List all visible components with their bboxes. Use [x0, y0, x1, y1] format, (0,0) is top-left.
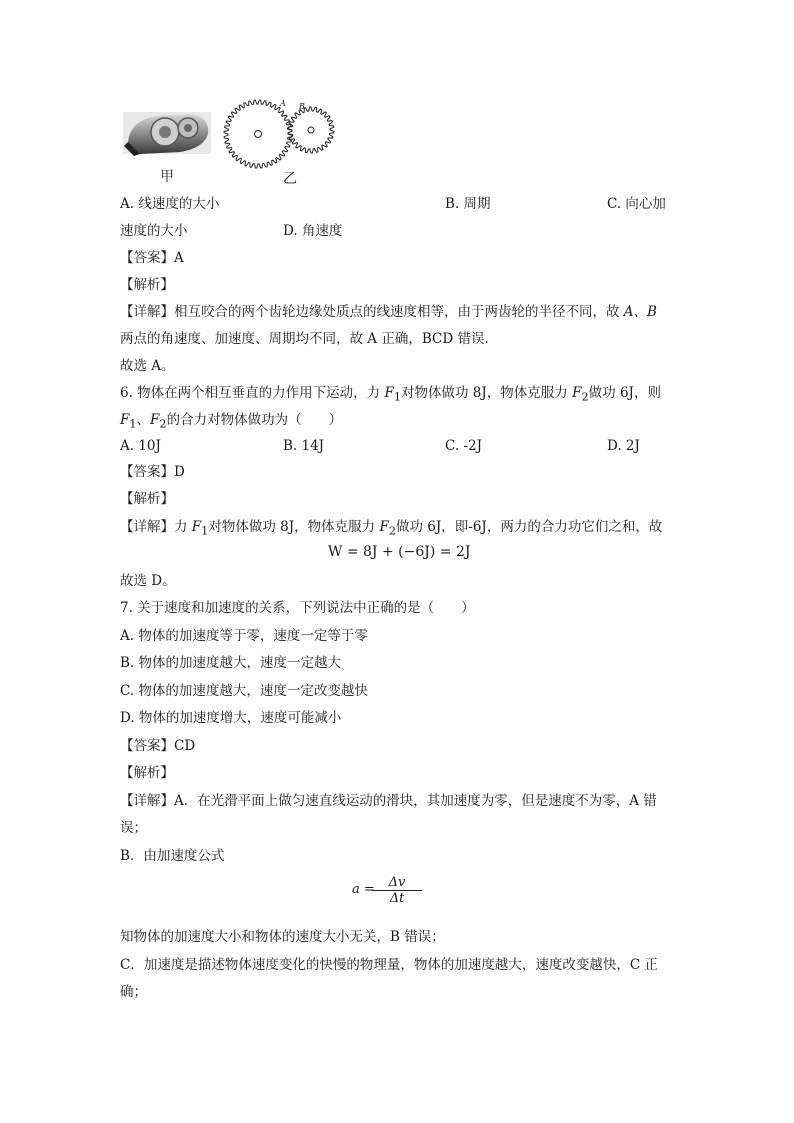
- gears-diagram: [222, 96, 340, 170]
- q5-option-d: D. 角速度: [283, 223, 343, 239]
- q7-option-c: C. 物体的加速度越大，速度一定改变越快: [120, 683, 368, 699]
- q7-detail-c-line-1: C．加速度是描述物体速度变化的快慢的物理量，物体的加速度越大，速度改变越快，C 正: [120, 957, 658, 973]
- q7-option-d: D. 物体的加速度增大，速度可能减小: [120, 710, 342, 726]
- q7-stem: 7. 关于速度和加速度的关系，下列说法中正确的是（ ）: [120, 600, 475, 616]
- q6-stem-line-1: 6. 物体在两个相互垂直的力作用下运动，力 $F_1$对物体做功 8J，物体克服力 $F_2$做功 6J，则: [120, 385, 661, 404]
- caption-jia: 甲: [160, 169, 174, 185]
- q5-detail-line-1: 【详解】相互咬合的两个齿轮边缘处质点的线速度相等，由于两齿轮的半径不同，故 A、B: [120, 304, 657, 320]
- q7-detail-c-line-2: 确；: [120, 984, 147, 1000]
- q6-conclusion: 故选 D。: [120, 573, 176, 589]
- q7-formula-fraction: [372, 875, 422, 906]
- q5-answer: 【答案】A: [120, 250, 184, 266]
- q7-answer: 【答案】CD: [120, 738, 196, 754]
- q5-conclusion: 故选 A。: [120, 358, 175, 374]
- q5-option-c-continued: 速度的大小: [120, 223, 188, 239]
- q5-option-a: A. 线速度的大小: [120, 196, 220, 212]
- q7-detail-a-line-1: 【详解】A．在光滑平面上做匀速直线运动的滑块，其加速度为零，但是速度不为零，A 错: [120, 793, 657, 809]
- q6-option-c: C. -2J: [445, 438, 482, 454]
- q6-formula: W = 8J + (−6J) = 2J: [328, 544, 471, 560]
- q6-option-a: A. 10J: [120, 438, 161, 454]
- q5-option-c: C. 向心加: [607, 196, 666, 212]
- q7-detail-a-line-2: 误；: [120, 820, 147, 836]
- q7-formula-denominator: Δt: [389, 891, 405, 906]
- q5-points-ab: A、B: [623, 304, 657, 320]
- caption-yi: 乙: [283, 171, 297, 187]
- q7-detail-b-line-1: B．由加速度公式: [120, 848, 225, 864]
- large-gear: [224, 100, 292, 168]
- q7-formula-numerator: Δv: [372, 875, 422, 891]
- q6-option-b: B. 14J: [283, 438, 325, 454]
- point-b-label: B: [299, 102, 305, 111]
- q6-analysis-heading: 【解析】: [120, 491, 174, 507]
- q6-stem-line-2: $F_1$、$F_2$的合力对物体做功为（ ）: [120, 412, 343, 431]
- q6-option-d: D. 2J: [607, 438, 640, 454]
- q7-option-a: A. 物体的加速度等于零，速度一定等于零: [120, 628, 368, 644]
- point-a-label: A: [280, 99, 286, 108]
- q5-analysis-heading: 【解析】: [120, 277, 174, 293]
- q5-detail-line-2: 两点的角速度、加速度、周期均不同，故 A 正确，BCD 错误．: [120, 331, 498, 347]
- q6-detail: 【详解】力 $F_1$对物体做功 8J，物体克服力 $F_2$做功 6J，即-6J，两力的合力功它们之和，故: [120, 519, 663, 538]
- q7-analysis-heading: 【解析】: [120, 765, 174, 781]
- small-gear: [288, 107, 334, 153]
- q5-option-b: B. 周期: [445, 196, 491, 212]
- q7-formula-lhs: a =: [352, 882, 375, 897]
- q6-answer: 【答案】D: [120, 464, 185, 480]
- q7-detail-b-line-2: 知物体的加速度大小和物体的速度大小无关，B 错误；: [120, 929, 445, 945]
- q7-option-b: B. 物体的加速度越大，速度一定越大: [120, 655, 342, 671]
